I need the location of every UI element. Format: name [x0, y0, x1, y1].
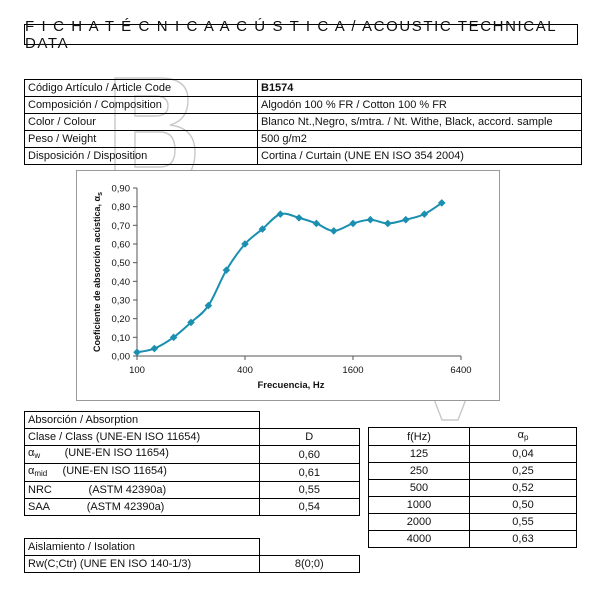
- y-axis-label: [92, 192, 104, 352]
- data-point: [133, 348, 141, 356]
- alpha-p-value: 0,52: [470, 480, 577, 497]
- page-title: F I C H A T É C N I C A A C Ú S T I C A / ACOUSTIC TECHNICAL DATA: [24, 24, 578, 45]
- frequency-table: [368, 427, 577, 548]
- y-tick-label: 0,80: [111, 202, 130, 214]
- alpha-p-value: 0,50: [470, 497, 577, 514]
- y-tick-label: 0,30: [111, 295, 130, 307]
- x-axis-label: Frecuencia, Hz: [257, 380, 325, 391]
- alpha-p-value: 0,55: [470, 514, 577, 531]
- freq-value: 2000: [369, 514, 470, 531]
- spec-label: Código Artículo / Article Code: [25, 80, 258, 97]
- data-point: [421, 210, 429, 218]
- spec-value: Blanco Nt.,Negro, s/mtra. / Nt. Withe, Black, accord. sample: [258, 114, 582, 131]
- freq-row: [369, 480, 577, 497]
- alpha-p-value: 0,63: [470, 531, 577, 548]
- rw-value: 8(0;0): [259, 556, 360, 573]
- class-label: Clase / Class (UNE-EN ISO 11654): [25, 429, 260, 446]
- spec-row: [25, 131, 582, 148]
- rw-label: Rw(C;Ctr) (UNE EN ISO 140-1/3): [25, 556, 260, 573]
- y-tick-label: 0,90: [111, 183, 130, 195]
- data-point: [402, 216, 410, 224]
- y-tick-label: 0,60: [111, 239, 130, 251]
- freq-row: [369, 514, 577, 531]
- saa-label: SAA (ASTM 42390a): [25, 499, 260, 516]
- data-point: [349, 220, 357, 228]
- y-axis-label-main: Coeficiente de absorción acústica, α: [92, 195, 102, 352]
- alpha-p-header: $\alpha_p$: [470, 428, 577, 446]
- freq-value: 4000: [369, 531, 470, 548]
- isolation-table: [24, 538, 360, 573]
- nrc-value: 0,55: [259, 482, 359, 499]
- spec-label: Color / Colour: [25, 114, 258, 131]
- x-tick-label: 400: [237, 365, 253, 376]
- spec-row: [25, 80, 582, 97]
- x-tick-label: 100: [129, 365, 145, 376]
- data-point: [151, 345, 159, 353]
- freq-row: [369, 446, 577, 463]
- spec-value: Cortina / Curtain (UNE EN ISO 354 2004): [258, 148, 582, 165]
- alpha-w-value: 0,60: [259, 446, 359, 464]
- y-tick-label: 0,10: [111, 332, 130, 344]
- y-tick-label: 0,40: [111, 276, 130, 288]
- chart-frame: [76, 170, 500, 401]
- y-tick-label: 0,20: [111, 314, 130, 326]
- alpha-w-label: $\alpha_w$ (UNE-EN ISO 11654): [25, 446, 260, 464]
- data-point: [330, 227, 338, 235]
- y-tick-label: 0,50: [111, 258, 130, 270]
- absorption-header: Absorción / Absorption: [25, 412, 260, 429]
- x-tick-label: 1600: [342, 365, 364, 376]
- spec-row: [25, 114, 582, 131]
- freq-value: 125: [369, 446, 470, 463]
- y-tick-label: 0,00: [111, 351, 130, 363]
- data-point: [384, 220, 392, 228]
- absorption-chart: [77, 171, 499, 400]
- spec-row: [25, 97, 582, 114]
- alpha-p-value: 0,25: [470, 463, 577, 480]
- freq-header: f(Hz): [369, 428, 470, 446]
- spec-label: Composición / Composition: [25, 97, 258, 114]
- alpha-p-value: 0,04: [470, 446, 577, 463]
- spec-value: B1574: [258, 80, 582, 97]
- freq-value: 500: [369, 480, 470, 497]
- y-tick-label: 0,70: [111, 220, 130, 232]
- alpha-mid-value: 0,61: [259, 464, 359, 482]
- freq-value: 1000: [369, 497, 470, 514]
- spec-value: 500 g/m2: [258, 131, 582, 148]
- alpha-mid-label: $\alpha_{mid}$ (UNE-EN ISO 11654): [25, 464, 260, 482]
- data-point: [295, 214, 303, 222]
- saa-value: 0,54: [259, 499, 359, 516]
- spec-value: Algodón 100 % FR / Cotton 100 % FR: [258, 97, 582, 114]
- freq-row: [369, 497, 577, 514]
- data-point: [367, 216, 375, 224]
- spec-label: Disposición / Disposition: [25, 148, 258, 165]
- series-line: [137, 203, 442, 352]
- spec-label: Peso / Weight: [25, 131, 258, 148]
- absorption-table: [24, 411, 360, 516]
- class-value: D: [259, 429, 359, 446]
- data-point: [277, 210, 285, 218]
- x-tick-label: 6400: [450, 365, 472, 376]
- spec-row: [25, 148, 582, 165]
- isolation-header: Aislamiento / Isolation: [25, 539, 260, 556]
- y-axis-label-sub: s: [97, 192, 104, 196]
- freq-value: 250: [369, 463, 470, 480]
- data-point: [313, 220, 321, 228]
- freq-row: [369, 531, 577, 548]
- spec-table: [24, 79, 582, 165]
- nrc-label: NRC (ASTM 42390a): [25, 482, 260, 499]
- freq-row: [369, 463, 577, 480]
